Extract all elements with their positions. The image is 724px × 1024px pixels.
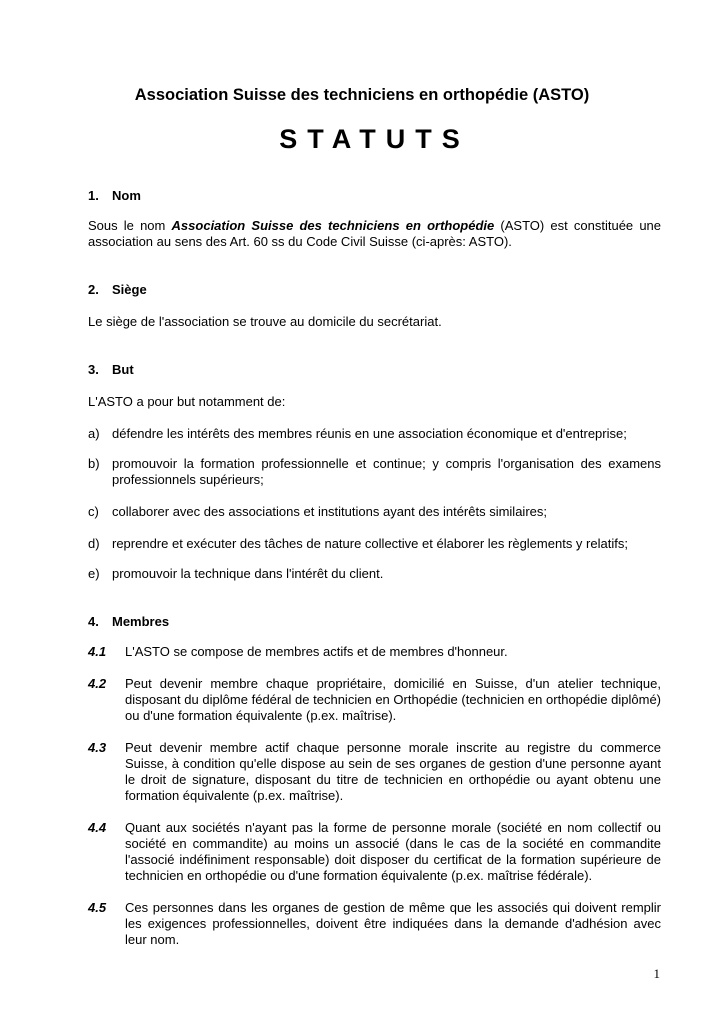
- list-item-text: reprendre et exécuter des tâches de nature collective et élaborer les règlements y relatifs;: [112, 536, 628, 551]
- list-item: [88, 566, 661, 582]
- article-text: Peut devenir membre chaque propriétaire, domicilié en Suisse, d'un atelier technique, disposant du diplôme fédéral de technicien en Orthopédie (technicien en orthopédie diplômé) ou d'une formation équivalente (p.ex. maîtrise).: [125, 676, 661, 723]
- section-number: 3.: [88, 362, 99, 377]
- section-title: Nom: [112, 188, 141, 203]
- article-item: [88, 820, 661, 884]
- article-item: [88, 676, 661, 724]
- list-item: [88, 426, 661, 442]
- article-item: [88, 740, 661, 804]
- article-text: Peut devenir membre actif chaque personne morale inscrite au registre du commerce Suisse, à condition qu'elle dispose au sein de ses organes de gestion d'une personne ayant le droit de signature, disposant du titre de technicien en orthopédie ou ayant obtenu une formation équivalente (p.ex. maîtrise).: [125, 740, 661, 803]
- list-item-text: promouvoir la formation professionnelle et continue; y compris l'organisation des examens professionnels supérieurs;: [112, 456, 661, 487]
- organization-title: Association Suisse des techniciens en orthopédie (ASTO): [134, 86, 590, 104]
- section-number: 1.: [88, 188, 99, 203]
- list-item: [88, 504, 661, 520]
- article-number: 4.2: [88, 676, 107, 691]
- section-3-heading: [88, 362, 661, 378]
- section-2-paragraph: Le siège de l'association se trouve au domicile du secrétariat.: [88, 314, 442, 329]
- paragraph-text: Sous le nom: [88, 218, 172, 233]
- section-4-heading: [88, 614, 661, 630]
- document-body: [88, 188, 661, 948]
- article-item: [88, 644, 661, 660]
- section-title: Siège: [112, 282, 147, 297]
- article-number: 4.4: [88, 820, 107, 835]
- section-2-heading: [88, 282, 661, 298]
- section-1-paragraph: [88, 218, 661, 250]
- section-1-heading: [88, 188, 661, 204]
- list-item: [88, 536, 661, 552]
- paragraph-text: (ASTO) est constituée une association au sens des Art. 60 ss du Code Civil Suisse (ci-après: ASTO).: [88, 218, 662, 249]
- list-item-text: défendre les intérêts des membres réunis en une association économique et d'entreprise;: [112, 426, 627, 441]
- association-name-emphasis: Association Suisse des techniciens en orthopédie: [171, 218, 495, 233]
- article-number: 4.1: [88, 644, 107, 659]
- section-number: 4.: [88, 614, 99, 629]
- list-item-label: e): [88, 566, 100, 581]
- section-3-intro: L'ASTO a pour but notamment de:: [88, 394, 286, 409]
- page-number: 1: [653, 966, 660, 981]
- section-number: 2.: [88, 282, 99, 297]
- section-title: Membres: [112, 614, 170, 629]
- list-item: [88, 456, 661, 488]
- section-title: But: [112, 362, 134, 377]
- list-item-label: a): [88, 426, 100, 441]
- list-item-label: d): [88, 536, 100, 551]
- list-item-text: promouvoir la technique dans l'intérêt du client.: [112, 566, 384, 581]
- article-item: [88, 900, 661, 948]
- article-text: Quant aux sociétés n'ayant pas la forme de personne morale (société en nom collectif ou société en commandite) au moins un associé (dans le cas de la société en commandite l'associé indéfiniment responsable) doit disposer du certificat de la formation supérieure de technicien en orthopédie ou d'une formation équivalente (p.ex. maîtrise fédérale).: [125, 820, 661, 883]
- article-text: L'ASTO se compose de membres actifs et de membres d'honneur.: [125, 644, 508, 659]
- list-item-label: c): [88, 504, 99, 519]
- article-number: 4.5: [88, 900, 107, 915]
- article-number: 4.3: [88, 740, 107, 755]
- list-item-text: collaborer avec des associations et institutions ayant des intérêts similaires;: [112, 504, 547, 519]
- article-text: Ces personnes dans les organes de gestion de même que les associés qui doivent remplir les exigences professionnelles, doivent être indiquées dans la demande d'adhésion avec leur nom.: [125, 900, 661, 947]
- document-title: STATUTS: [279, 124, 470, 154]
- list-item-label: b): [88, 456, 100, 471]
